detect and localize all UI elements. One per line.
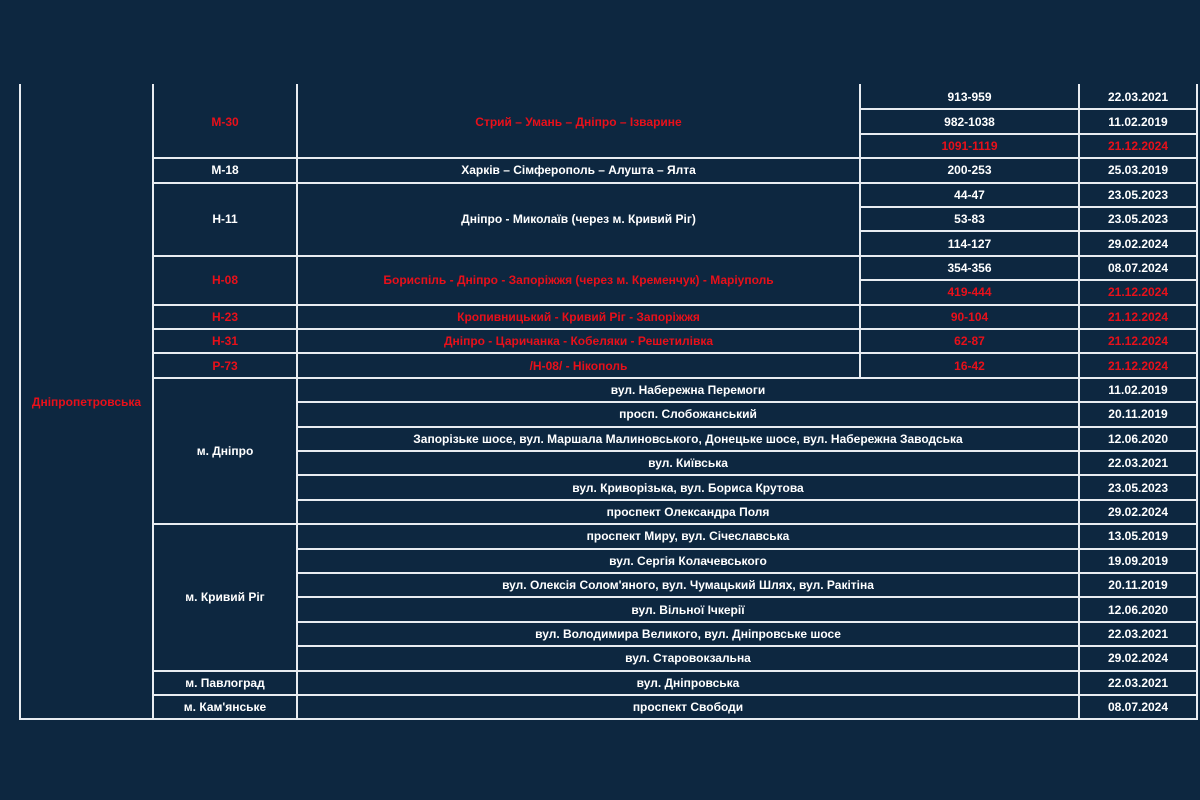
repair-date-cell: 22.03.2021 bbox=[1107, 90, 1169, 105]
repair-date-cell: 22.03.2021 bbox=[1107, 626, 1169, 641]
grid-hline bbox=[859, 108, 1198, 110]
grid-hline bbox=[152, 328, 1198, 330]
repair-date-cell: 25.03.2019 bbox=[1107, 163, 1169, 178]
grid-vline bbox=[859, 352, 861, 378]
grid-hline bbox=[152, 182, 1198, 184]
street-cell: проспект Миру, вул. Січеславська bbox=[586, 529, 790, 544]
repair-date-cell: 23.05.2023 bbox=[1107, 187, 1169, 202]
road-code-cell: Н-23 bbox=[211, 309, 238, 324]
table-frame bbox=[0, 84, 1200, 720]
repair-date-cell: 08.07.2024 bbox=[1107, 700, 1169, 715]
city-cell: м. Павлоград bbox=[185, 675, 265, 690]
grid-bottom-border bbox=[19, 718, 1198, 720]
km-section-cell: 90-104 bbox=[950, 309, 989, 324]
grid-hline bbox=[152, 255, 1198, 257]
street-cell: вул. Олексія Солом'яного, вул. Чумацький Шлях, вул. Ракітіна bbox=[502, 578, 874, 593]
city-cell: м. Дніпро bbox=[196, 443, 254, 458]
street-cell: вул. Криворізька, вул. Бориса Крутова bbox=[572, 480, 804, 495]
repair-date-cell: 13.05.2019 bbox=[1107, 529, 1169, 544]
repair-date-cell: 20.11.2019 bbox=[1108, 407, 1168, 422]
grid-vline bbox=[19, 84, 21, 720]
grid-hline bbox=[296, 426, 1198, 428]
road-route-cell: Стрий – Умань – Дніпро – Ізварине bbox=[475, 114, 682, 129]
grid-hline bbox=[296, 548, 1198, 550]
repair-date-cell: 21.12.2024 bbox=[1107, 138, 1169, 153]
street-cell: Запорізьке шосе, вул. Маршала Малиновського, Донецьке шосе, вул. Набережна Заводська bbox=[413, 431, 963, 446]
repair-date-cell: 22.03.2021 bbox=[1107, 456, 1169, 471]
grid-vline bbox=[859, 84, 861, 159]
repair-date-cell: 11.02.2019 bbox=[1108, 114, 1168, 129]
km-section-cell: 200-253 bbox=[947, 163, 992, 178]
street-cell: проспект Свободи bbox=[632, 700, 744, 715]
road-route-cell: Бориспіль - Дніпро - Запоріжжя (через м. Кременчук) - Маріуполь bbox=[383, 273, 774, 288]
street-cell: вул. Дніпровська bbox=[636, 675, 740, 690]
grid-hline bbox=[296, 401, 1198, 403]
repair-date-cell: 29.02.2024 bbox=[1107, 504, 1169, 519]
repair-date-cell: 21.12.2024 bbox=[1107, 334, 1169, 349]
road-route-cell: Дніпро - Царичанка - Кобеляки - Решетилівка bbox=[443, 334, 714, 349]
road-route-cell: /Н-08/ - Нікополь bbox=[529, 358, 628, 373]
grid-hline bbox=[296, 645, 1198, 647]
street-cell: вул. Набережна Перемоги bbox=[610, 382, 766, 397]
repair-schedule-table bbox=[19, 84, 1198, 720]
km-section-cell: 53-83 bbox=[954, 212, 985, 227]
road-code-cell: Р-73 bbox=[212, 358, 238, 373]
km-section-cell: 913-959 bbox=[947, 90, 992, 105]
grid-hline bbox=[859, 206, 1198, 208]
km-section-cell: 16-42 bbox=[954, 358, 985, 373]
road-route-cell: Дніпро - Миколаїв (через м. Кривий Ріг) bbox=[461, 212, 696, 227]
repair-date-cell: 23.05.2023 bbox=[1107, 212, 1169, 227]
repair-date-cell: 19.09.2019 bbox=[1107, 553, 1169, 568]
road-code-cell: Н-11 bbox=[212, 212, 238, 227]
grid-hline bbox=[296, 621, 1198, 623]
city-cell: м. Кам'янське bbox=[183, 700, 267, 715]
street-cell: вул. Вільної Ічкерії bbox=[631, 602, 745, 617]
street-cell: вул. Київська bbox=[648, 456, 728, 471]
road-code-cell: М-18 bbox=[211, 163, 239, 178]
grid-vline bbox=[859, 328, 861, 354]
road-route-cell: Кропивницький - Кривий Ріг - Запоріжжя bbox=[457, 309, 700, 324]
grid-vline bbox=[859, 182, 861, 257]
grid-vline bbox=[859, 304, 861, 330]
repair-date-cell: 29.02.2024 bbox=[1107, 651, 1169, 666]
grid-vline bbox=[859, 157, 861, 183]
region-cell: Дніпропетровська bbox=[31, 395, 142, 410]
repair-date-cell: 20.11.2019 bbox=[1108, 578, 1168, 593]
repair-date-cell: 12.06.2020 bbox=[1107, 602, 1169, 617]
road-code-cell: Н-31 bbox=[211, 334, 238, 349]
city-cell: м. Кривий Ріг bbox=[185, 590, 265, 605]
repair-date-cell: 21.12.2024 bbox=[1107, 285, 1169, 300]
grid-vline bbox=[859, 255, 861, 306]
grid-hline bbox=[296, 499, 1198, 501]
repair-date-cell: 21.12.2024 bbox=[1107, 358, 1169, 373]
km-section-cell: 354-356 bbox=[947, 260, 992, 275]
repair-date-cell: 08.07.2024 bbox=[1107, 260, 1169, 275]
grid-hline bbox=[859, 279, 1198, 281]
street-cell: вул. Старовокзальна bbox=[625, 651, 751, 666]
street-cell: вул. Сергія Колачевського bbox=[609, 553, 767, 568]
repair-date-cell: 21.12.2024 bbox=[1107, 309, 1169, 324]
repair-date-cell: 23.05.2023 bbox=[1107, 480, 1169, 495]
grid-hline bbox=[859, 230, 1198, 232]
grid-hline bbox=[296, 474, 1198, 476]
repair-date-cell: 29.02.2024 bbox=[1107, 236, 1169, 251]
road-route-cell: Харків – Сімферополь – Алушта – Ялта bbox=[461, 163, 696, 178]
grid-hline bbox=[152, 304, 1198, 306]
street-cell: проспект Олександра Поля bbox=[606, 504, 770, 519]
grid-hline bbox=[859, 133, 1198, 135]
grid-hline bbox=[296, 596, 1198, 598]
repair-date-cell: 22.03.2021 bbox=[1107, 675, 1169, 690]
km-section-cell: 982-1038 bbox=[944, 114, 995, 129]
grid-hline bbox=[296, 572, 1198, 574]
km-section-cell: 1091-1119 bbox=[941, 138, 998, 153]
road-code-cell: М-30 bbox=[211, 114, 239, 129]
km-section-cell: 44-47 bbox=[954, 187, 985, 202]
repair-date-cell: 12.06.2020 bbox=[1107, 431, 1169, 446]
km-section-cell: 62-87 bbox=[954, 334, 985, 349]
grid-hline bbox=[152, 352, 1198, 354]
road-code-cell: Н-08 bbox=[211, 273, 238, 288]
street-cell: просп. Слобожанський bbox=[619, 407, 757, 422]
repair-date-cell: 11.02.2019 bbox=[1108, 382, 1168, 397]
km-section-cell: 114-127 bbox=[947, 236, 992, 251]
grid-hline bbox=[296, 450, 1198, 452]
grid-hline bbox=[152, 157, 1198, 159]
km-section-cell: 419-444 bbox=[947, 285, 992, 300]
street-cell: вул. Володимира Великого, вул. Дніпровське шосе bbox=[535, 626, 841, 641]
